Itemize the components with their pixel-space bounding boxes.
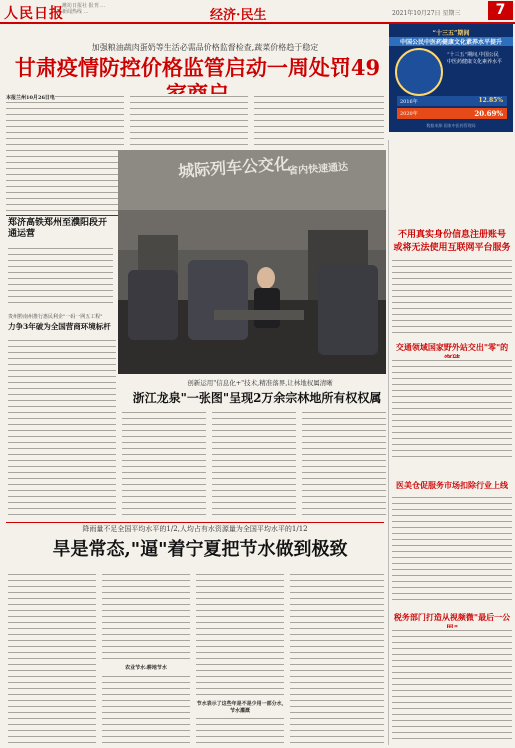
ad-title-1: “十三五”期间 <box>432 30 470 37</box>
masthead-info-line: 潍坊日报社 报刊 … <box>62 3 106 9</box>
ad-line: 中医药健康文化素养水平 <box>447 59 503 65</box>
forest-story-body-col2 <box>212 410 296 516</box>
stat-label: 2016年 <box>400 99 418 105</box>
stat-value: 20.69% <box>474 109 503 118</box>
right-story2-headline: 交通领域国家野外站交出"零"的 <box>395 342 509 352</box>
section-title: 经济·民生 <box>210 8 267 23</box>
train-sign-text: 城际列车公交化 <box>177 154 291 181</box>
rail-story-body <box>8 246 113 306</box>
train-sign-text-2: 省内快速通达 <box>287 161 349 178</box>
water-story-subhead: 降雨量不足全国平均水平的1/2,人均占有水资源量为全国平均水平的1/12 <box>82 525 308 533</box>
right-story2-body <box>392 358 512 458</box>
right-story1-headline-line1: 不用真实身份信息注册账号 <box>397 230 506 240</box>
rail-story-headline: 郑济高铁郑州至濮阳段开通运营 <box>8 218 108 239</box>
water-story-body-col4 <box>290 572 384 744</box>
health-literacy-infographic <box>389 24 513 132</box>
side-story1-headline: 力争3年破为全国营商环境标杆 <box>8 322 111 331</box>
right-story4-headline: 税务部门打造从视频微"最后一公 <box>393 612 511 622</box>
top-story-headline: 甘肃疫情防控价格监管启动一周处罚49 <box>14 55 381 80</box>
side-story1-body <box>8 338 116 515</box>
forest-story-body-col1 <box>122 410 206 516</box>
right-story3-headline: 医美仓促服务市场扣除行业上线 <box>396 480 508 490</box>
forest-story-body-col3 <box>302 410 386 516</box>
right-story1-headline-line2: 或将无法使用互联网平台服务 <box>393 243 511 253</box>
water-story-body-col1 <box>8 572 96 744</box>
column-divider <box>388 140 389 745</box>
stat-row-2020 <box>397 108 507 119</box>
water-story-body-col2 <box>102 572 190 744</box>
ad-footer: 数据来源:国家中医药管理局 <box>426 123 476 128</box>
newspaper-logo: 人民日报 <box>4 6 64 22</box>
water-story-section-label: 农业节水:耕地节水 <box>102 664 190 671</box>
stat-label: 2020年 <box>400 111 418 117</box>
stat-row-2016 <box>397 96 507 106</box>
issue-date: 2021年10月27日 星期三 <box>392 10 461 17</box>
forest-story-subhead: 创新运用"信息化+"技术,精准落界,让林地权属清晰 <box>187 379 333 387</box>
right-story4-body <box>392 628 512 744</box>
section-divider <box>6 522 384 523</box>
water-story-body-col3 <box>196 572 284 744</box>
top-story-body-col1 <box>6 94 124 212</box>
right-story3-body <box>392 495 512 600</box>
ad-text <box>447 52 509 66</box>
masthead-info <box>62 3 132 15</box>
water-story-subhead2: 节水表示了这些年是不是少用一部分水,节水灌溉 <box>196 701 284 714</box>
page-number: 7 <box>488 1 513 20</box>
top-story-byline: 本报兰州10月26日电 <box>6 95 55 101</box>
ad-emblem <box>395 48 443 96</box>
train-interior-photo <box>118 150 386 374</box>
right-story1-headline <box>392 229 512 255</box>
forest-story-headline: 浙江龙泉"一张图"呈现2万余宗林地所有权权属 <box>132 391 382 405</box>
water-story-headline: 旱是常态,"逼"着宁夏把节水做到极致 <box>52 539 348 560</box>
side-story1-kicker: 贵州黔南州推行惠民利企"一码一网五工程" <box>8 314 103 320</box>
top-story-subhead: 加强粮油蔬肉蛋奶等生活必需品价格监督检查,蔬菜价格趋于稳定 <box>91 43 319 52</box>
right-story1-body <box>392 258 512 338</box>
stat-value: 12.85% <box>478 97 503 104</box>
masthead-info-line: 新闻热线 … <box>62 9 89 15</box>
ad-line: “十三五”期间,中国公民 <box>447 52 499 58</box>
ad-title-2: 中国公民中医药健康文化素养水平提升 <box>389 37 513 46</box>
train-photo-svg <box>118 150 386 374</box>
